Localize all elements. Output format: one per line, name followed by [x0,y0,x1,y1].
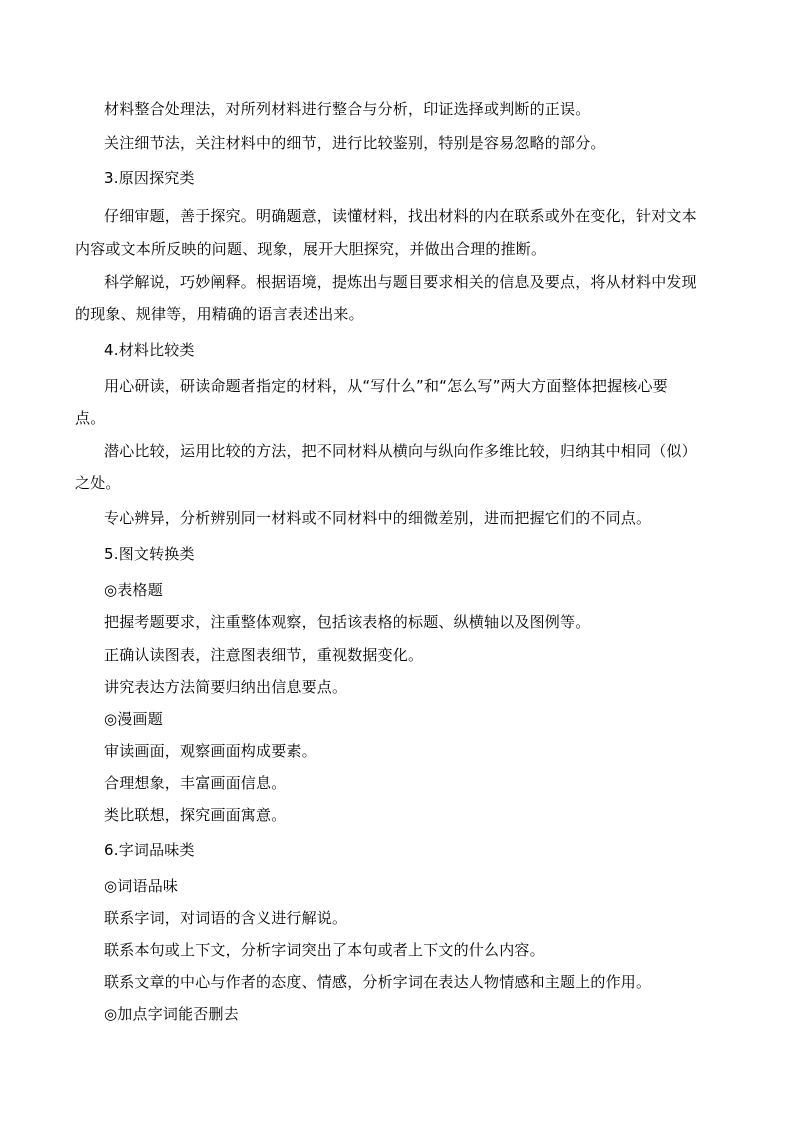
subheading: ◎表格题 [104,581,163,599]
paragraph-line: 内容或文本所反映的问题、现象，展开大胆探究，并做出合理的推断。 [75,240,547,258]
section-heading: 3.原因探究类 [104,169,195,187]
subheading: ◎漫画题 [104,710,163,728]
paragraph-line: 科学解说，巧妙阐释。根据语境，提炼出与题目要求相关的信息及要点，将从材料中发现 [104,273,697,291]
paragraph-line: 审读画面，观察画面构成要素。 [104,742,317,760]
paragraph-line: 用心研读，研读命题者指定的材料，从“写什么”和“怎么写”两大方面整体把握核心要 [104,377,668,395]
paragraph-line: 联系本句或上下文，分析字词突出了本句或者上下文的什么内容。 [104,941,545,959]
paragraph-line: 仔细审题，善于探究。明确题意，读懂材料，找出材料的内在联系或外在变化，针对文本 [104,207,697,225]
paragraph-line: 材料整合处理法，对所列材料进行整合与分析，印证选择或判断的正误。 [104,100,591,118]
paragraph-line: 合理想象，丰富画面信息。 [104,774,287,792]
paragraph-line: 关注细节法，关注材料中的细节，进行比较鉴别，特别是容易忽略的部分。 [104,134,606,152]
section-heading: 6.字词品味类 [104,841,195,859]
paragraph-line: 潜心比较，运用比较的方法，把不同材料从横向与纵向作多维比较，归纳其中相同（似） [104,442,697,460]
paragraph-line: 类比联想，探究画面寓意。 [104,806,287,824]
paragraph-line: 联系字词，对词语的含义进行解说。 [104,909,348,927]
paragraph-line: 专心辨异，分析辨别同一材料或不同材料中的细微差别，进而把握它们的不同点。 [104,509,652,527]
section-heading: 4.材料比较类 [104,341,195,359]
section-heading: 5.图文转换类 [104,545,195,563]
subheading: ◎加点字词能否删去 [104,1005,239,1023]
subheading: ◎词语品味 [104,877,179,895]
paragraph-line: 联系文章的中心与作者的态度、情感，分析字词在表达人物情感和主题上的作用。 [104,973,652,991]
paragraph-line: 的现象、规律等，用精确的语言表述出来。 [75,305,364,323]
paragraph-line: 把握考题要求，注重整体观察，包括该表格的标题、纵横轴以及图例等。 [104,613,591,631]
paragraph-line: 点。 [75,409,106,427]
paragraph-line: 讲究表达方法简要归纳出信息要点。 [104,678,348,696]
paragraph-line: 正确认读图表，注意图表细节，重视数据变化。 [104,646,424,664]
paragraph-line: 之处。 [75,474,121,492]
